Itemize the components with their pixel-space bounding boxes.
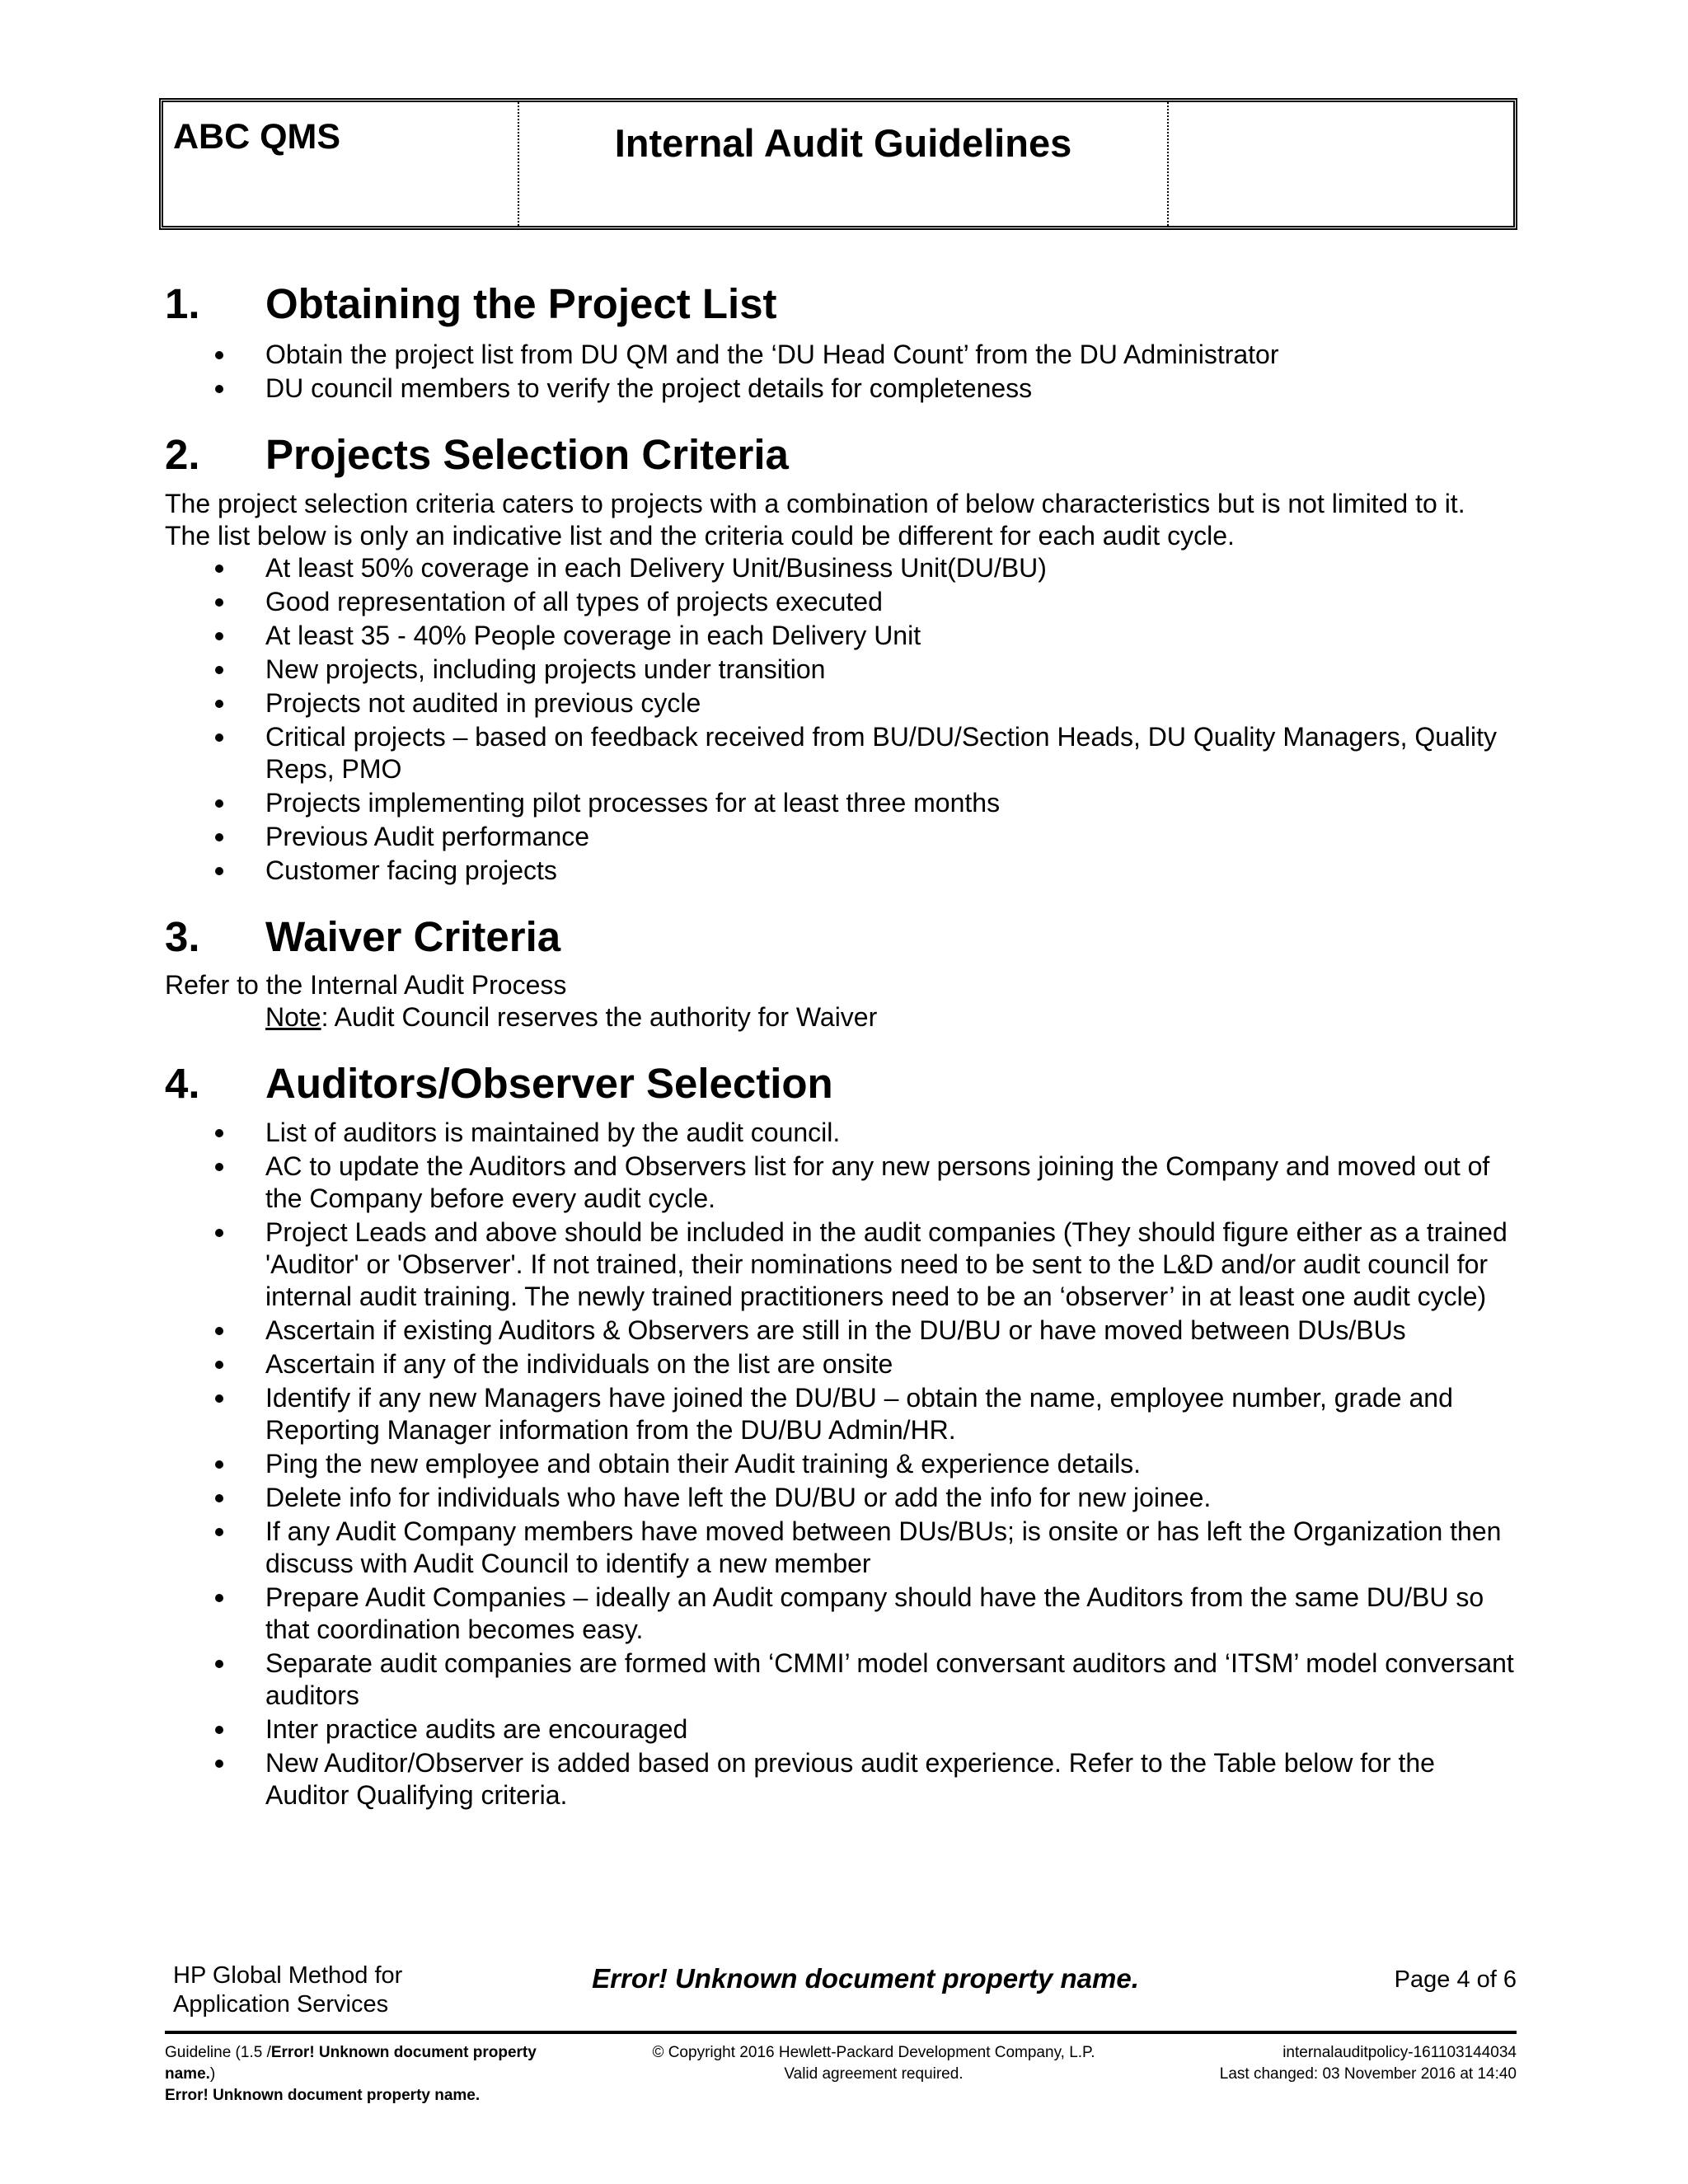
header-empty-cell: [1169, 102, 1513, 226]
bullet-icon: [215, 1660, 223, 1668]
bullet-icon: [215, 1394, 223, 1403]
section-2-intro: The project selection criteria caters to projects with a combination of below characteristics but is not limited to it. The list below is only an indicative list and the criteria could be different for each audit cycle.: [165, 489, 1465, 551]
bullet-icon: [215, 1760, 223, 1768]
list-item: If any Audit Company members have moved between DUs/BUs; is onsite or has left the Organization then discuss with Audit Council to identify a new member: [165, 1516, 1517, 1580]
header-org: ABC QMS: [163, 102, 519, 226]
bullet-icon: [215, 1327, 223, 1335]
bullet-icon: [215, 867, 223, 875]
list-item: Projects implementing pilot processes for at least three months: [165, 787, 1517, 819]
list-item: List of auditors is maintained by the audit council.: [165, 1117, 1517, 1149]
list-item: Separate audit companies are formed with ‘CMMI’ model conversant auditors and ‘ITSM’ model conversant auditors: [165, 1647, 1517, 1712]
list-item: Prepare Audit Companies – ideally an Audit company should have the Auditors from the same DU/BU so that coordination becomes easy.: [165, 1582, 1517, 1646]
list-item: At least 50% coverage in each Delivery Unit/Business Unit(DU/BU): [165, 552, 1517, 584]
bullet-icon: [215, 1460, 223, 1469]
section-title: Obtaining the Project List: [265, 280, 777, 327]
footer-method: HP Global Method for Application Services: [173, 1962, 403, 2018]
list-item: Good representation of all types of projects executed: [165, 586, 1517, 618]
bullet-icon: [215, 1361, 223, 1369]
list-item: At least 35 - 40% People coverage in each Delivery Unit: [165, 620, 1517, 652]
section-2-heading: [165, 429, 1517, 480]
note-label: Note: [265, 1001, 321, 1032]
section-number: 4.: [165, 1059, 200, 1107]
footer-guideline-info: Guideline (1.5 /Error! Unknown document property name.) Error! Unknown document property name.: [165, 2044, 537, 2104]
list-item: Project Leads and above should be included in the audit companies (They should figure either as a trained 'Auditor' or 'Observer'. If not trained, their nominations need to be sent to the L&D and/or audit council for internal audit training. The newly trained practitioners need to be an ‘observer’ in at least one audit cycle): [165, 1216, 1517, 1313]
bullet-icon: [215, 799, 223, 808]
list-item: Ascertain if any of the individuals on the list are onsite: [165, 1348, 1517, 1380]
section-number: 2.: [165, 431, 200, 479]
bullet-icon: [215, 632, 223, 640]
document-header-box: [159, 98, 1517, 230]
bullet-icon: [215, 351, 223, 359]
footer-top-row: [165, 1961, 1517, 2024]
bullet-icon: [215, 385, 223, 393]
bullet-icon: [215, 1726, 223, 1734]
waiver-note: [165, 1001, 1517, 1033]
list-item: Delete info for individuals who have left the DU/BU or add the info for new joinee.: [165, 1482, 1517, 1514]
section-4-list: [165, 1117, 1517, 1811]
page-number: Page 4 of 6: [1394, 1966, 1517, 1993]
document-body: [165, 279, 1517, 1813]
section-4-heading: [165, 1058, 1517, 1108]
list-item: Previous Audit performance: [165, 821, 1517, 853]
bullet-icon: [215, 598, 223, 607]
section-title: Auditors/Observer Selection: [265, 1059, 833, 1107]
list-item: Critical projects – based on feedback received from BU/DU/Section Heads, DU Quality Managers, Quality Reps, PMO: [165, 721, 1517, 785]
bullet-icon: [215, 1528, 223, 1536]
section-title: Waiver Criteria: [265, 913, 561, 961]
header-title: Internal Audit Guidelines: [519, 102, 1169, 226]
bullet-icon: [215, 1494, 223, 1502]
list-item: New projects, including projects under transition: [165, 654, 1517, 686]
list-item: Projects not audited in previous cycle: [165, 687, 1517, 719]
footer-doc-info: internalauditpolicy-161103144034 Last changed: 03 November 2016 at 14:40: [1219, 2044, 1517, 2083]
list-item: DU council members to verify the project details for completeness: [165, 373, 1517, 405]
list-item: Ping the new employee and obtain their Audit training & experience details.: [165, 1448, 1517, 1480]
list-item: New Auditor/Observer is added based on previous audit experience. Refer to the Table below for the Auditor Qualifying criteria.: [165, 1747, 1517, 1811]
bullet-icon: [215, 1229, 223, 1237]
section-number: 3.: [165, 913, 200, 961]
bullet-icon: [215, 1129, 223, 1137]
list-item: Identify if any new Managers have joined the DU/BU – obtain the name, employee number, grade and Reporting Manager information from the DU/BU Admin/HR.: [165, 1382, 1517, 1446]
bullet-icon: [215, 700, 223, 708]
footer-copyright: © Copyright 2016 Hewlett-Packard Development Company, L.P. Valid agreement required.: [652, 2044, 1095, 2083]
list-item: AC to update the Auditors and Observers list for any new persons joining the Company and moved out of the Company before every audit cycle.: [165, 1151, 1517, 1215]
list-item: Customer facing projects: [165, 855, 1517, 887]
footer-bottom-row: [165, 2034, 1517, 2107]
page-footer: [165, 1961, 1517, 2107]
list-item: Ascertain if existing Auditors & Observers are still in the DU/BU or have moved between DUs/BUs: [165, 1315, 1517, 1347]
note-text: : Audit Council reserves the authority for Waiver: [321, 1001, 878, 1032]
section-title: Projects Selection Criteria: [265, 431, 789, 479]
bullet-icon: [215, 733, 223, 742]
section-3-heading: [165, 912, 1517, 962]
bullet-icon: [215, 666, 223, 674]
bullet-icon: [215, 1594, 223, 1602]
bullet-icon: [215, 833, 223, 841]
section-number: 1.: [165, 280, 200, 327]
bullet-icon: [215, 1163, 223, 1171]
section-2-list: [165, 552, 1517, 887]
section-3-intro: Refer to the Internal Audit Process: [165, 969, 567, 1000]
list-item: Inter practice audits are encouraged: [165, 1713, 1517, 1746]
section-1-heading: [165, 279, 1517, 329]
bullet-icon: [215, 565, 223, 573]
section-1-list: [165, 339, 1517, 405]
footer-property-error: Error! Unknown document property name.: [592, 1963, 1139, 1994]
list-item: Obtain the project list from DU QM and the ‘DU Head Count’ from the DU Administrator: [165, 339, 1517, 371]
